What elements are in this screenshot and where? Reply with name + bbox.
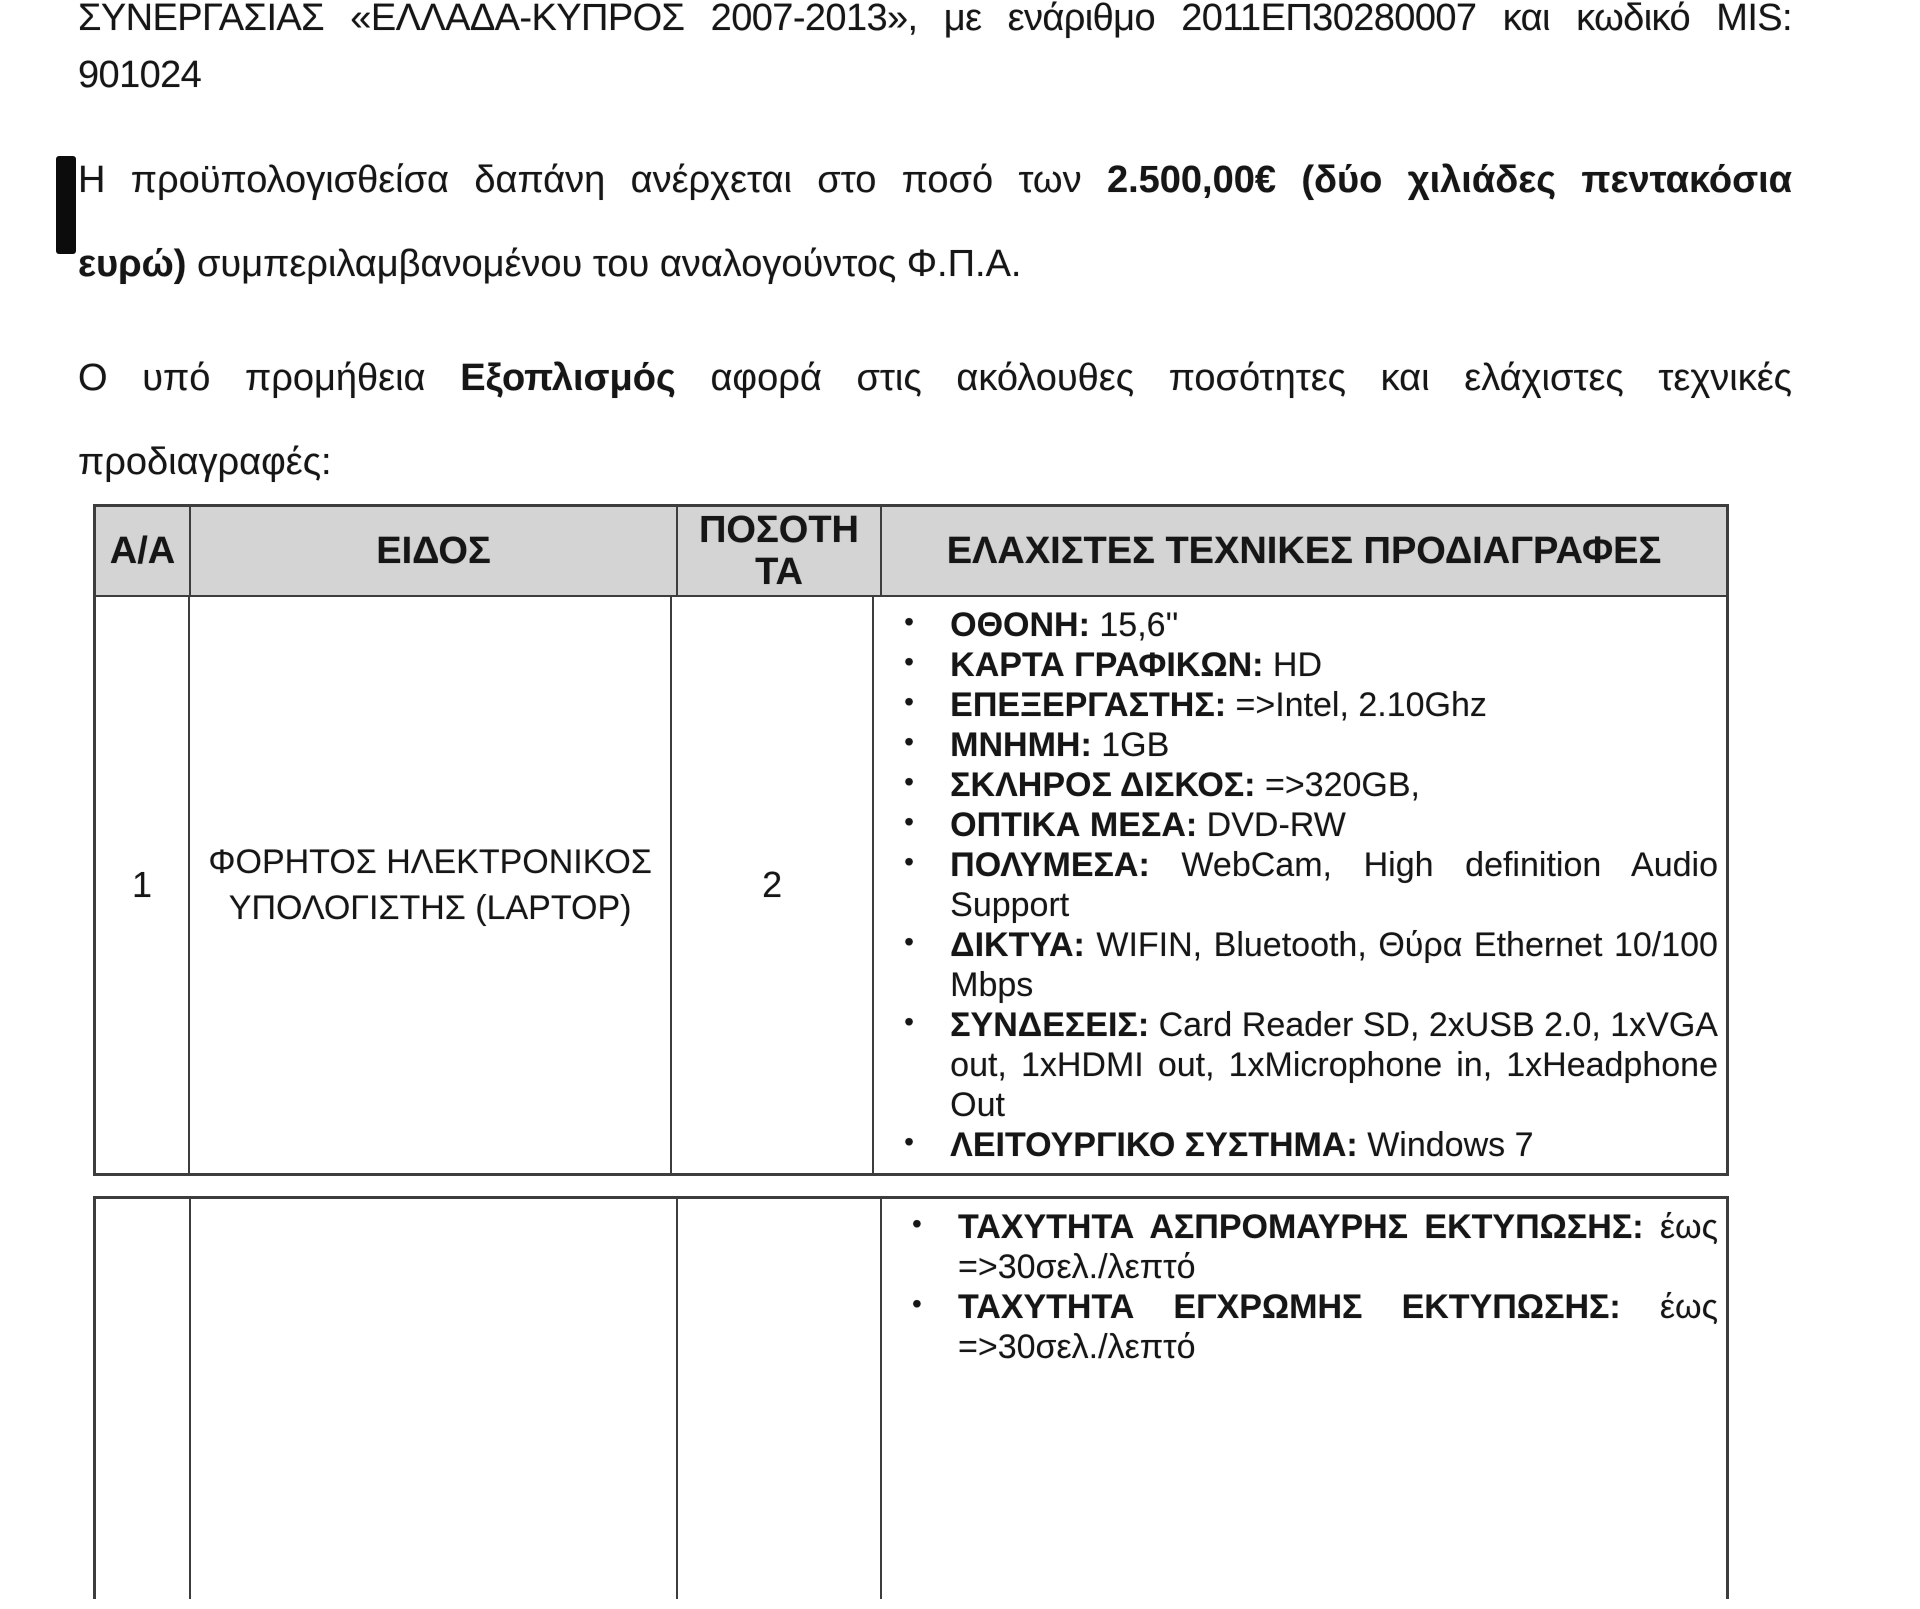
text-line bbox=[950, 1045, 1718, 1085]
text-line bbox=[78, 47, 1792, 104]
text-line bbox=[78, 336, 1792, 420]
header-cell-qty bbox=[676, 507, 880, 595]
spec-bullet bbox=[894, 845, 1718, 925]
cell-qty bbox=[670, 597, 872, 1173]
bold-text-run: 2.500,00€ (δύο χιλιάδες πεντακόσια bbox=[1106, 159, 1792, 201]
table-header-row bbox=[96, 507, 1726, 597]
text-line bbox=[950, 605, 1718, 645]
spec-bullet bbox=[894, 925, 1718, 1005]
bold-text-run: ΠΟΛΥΜΕΣΑ: bbox=[950, 846, 1150, 884]
text-run: Out bbox=[950, 1086, 1005, 1124]
paragraph-budget bbox=[78, 138, 1792, 306]
text-line bbox=[958, 1207, 1718, 1247]
bold-text-run: ΣΥΝΔΕΣΕΙΣ: bbox=[950, 1006, 1150, 1044]
bold-text-run: ευρώ) bbox=[78, 243, 187, 285]
text-run: Η προϋπολογισθείσα δαπάνη ανέρχεται στο ποσό των bbox=[78, 159, 1107, 201]
text-line bbox=[950, 765, 1718, 805]
text-line bbox=[950, 1125, 1718, 1165]
text-line bbox=[950, 1085, 1718, 1125]
spec-bullet bbox=[894, 805, 1718, 845]
text-line bbox=[950, 885, 1718, 925]
cell-item bbox=[188, 597, 670, 1173]
text-line bbox=[950, 1005, 1718, 1045]
table-row-printer bbox=[96, 1199, 1726, 1599]
text-line bbox=[950, 845, 1718, 885]
text-line bbox=[78, 0, 1792, 47]
text-run: Windows 7 bbox=[1357, 1126, 1534, 1164]
table-split-gap bbox=[78, 1176, 1792, 1196]
text-line bbox=[78, 138, 1792, 222]
spec-bullet bbox=[902, 1207, 1718, 1287]
spec-list bbox=[894, 605, 1718, 1165]
spec-bullet bbox=[894, 1005, 1718, 1125]
cell-specs bbox=[872, 597, 1726, 1173]
bold-text-run: ΟΘΟΝΗ: bbox=[950, 606, 1090, 644]
paragraph-equipment-intro bbox=[78, 336, 1792, 504]
spec-bullet bbox=[894, 725, 1718, 765]
text-run: έως bbox=[1620, 1288, 1718, 1326]
text-run: out, 1xHDMI out, 1xMicrophone in, 1xHeadphone bbox=[950, 1046, 1718, 1084]
text-run: ΣΥΝΕΡΓΑΣΙΑΣ «ΕΛΛΑΔΑ-ΚΥΠΡΟΣ 2007-2013», με ενάριθμο 2011ΕΠ30280007 και κωδικό MIS: bbox=[78, 0, 1792, 39]
text-line bbox=[78, 222, 1792, 306]
spec-bullet bbox=[894, 645, 1718, 685]
header-label-aa: Α/Α bbox=[109, 530, 176, 572]
text-run: =>30σελ./λεπτό bbox=[958, 1248, 1196, 1286]
header-cell-specs bbox=[880, 507, 1726, 595]
text-run: Support bbox=[950, 886, 1070, 924]
text-line bbox=[958, 1327, 1718, 1367]
item-value: ΦΟΡΗΤΟΣ ΗΛΕΚΤΡΟΝΙΚΟΣ ΥΠΟΛΟΓΙΣΤΗΣ (LAPTOP) bbox=[208, 843, 652, 927]
text-run: Card Reader SD, 2xUSB 2.0, 1xVGA bbox=[1149, 1006, 1718, 1044]
text-run: συμπεριλαμβανομένου του αναλογούντος Φ.Π.Α. bbox=[186, 243, 1022, 285]
header-label-qty: ΠΟΣΟΤΗΤΑ bbox=[698, 509, 859, 593]
text-run: =>30σελ./λεπτό bbox=[958, 1328, 1196, 1366]
bold-text-run: ΛΕΙΤΟΥΡΓΙΚΟ ΣΥΣΤΗΜΑ: bbox=[950, 1126, 1358, 1164]
text-run: HD bbox=[1263, 646, 1323, 684]
text-run: 901024 bbox=[78, 54, 202, 96]
bold-text-run: ΤΑΧΥΤΗΤΑ ΑΣΠΡΟΜΑΥΡΗΣ ΕΚΤΥΠΩΣΗΣ: bbox=[958, 1208, 1644, 1246]
text-run: αφορά στις ακόλουθες ποσότητες και ελάχιστες τεχνικές bbox=[675, 357, 1792, 399]
cell-item bbox=[189, 1199, 676, 1599]
spec-bullet bbox=[894, 765, 1718, 805]
specs-table-continued bbox=[93, 1196, 1729, 1599]
bold-text-run: ΔΙΚΤΥΑ: bbox=[950, 926, 1085, 964]
header-label-specs: ΕΛΑΧΙΣΤΕΣ ΤΕΧΝΙΚΕΣ ΠΡΟΔΙΑΓΡΑΦΕΣ bbox=[946, 530, 1662, 572]
bold-text-run: Εξοπλισμός bbox=[460, 357, 676, 399]
bold-text-run: ΕΠΕΞΕΡΓΑΣΤΗΣ: bbox=[950, 686, 1227, 724]
text-run: έως bbox=[1643, 1208, 1718, 1246]
text-run: WebCam, High definition Audio bbox=[1149, 846, 1718, 884]
text-line bbox=[950, 805, 1718, 845]
text-line bbox=[950, 965, 1718, 1005]
text-line bbox=[78, 420, 1792, 504]
text-line bbox=[958, 1287, 1718, 1327]
text-run: DVD-RW bbox=[1197, 806, 1346, 844]
spec-bullet bbox=[894, 685, 1718, 725]
bold-text-run: ΜΝΗΜΗ: bbox=[950, 726, 1092, 764]
cell-index bbox=[96, 1199, 189, 1599]
spec-bullet bbox=[902, 1287, 1718, 1367]
text-line bbox=[958, 1247, 1718, 1287]
text-run: 1GB bbox=[1091, 726, 1170, 764]
text-run: Ο υπό προμήθεια bbox=[78, 357, 461, 399]
spec-bullet bbox=[894, 605, 1718, 645]
qty-value: 2 bbox=[762, 864, 783, 905]
specs-table bbox=[93, 504, 1729, 1176]
header-cell-aa bbox=[96, 507, 189, 595]
bold-text-run: ΚΑΡΤΑ ΓΡΑΦΙΚΩΝ: bbox=[950, 646, 1264, 684]
header-label-item: ΕΙΔΟΣ bbox=[376, 530, 491, 572]
cell-specs bbox=[880, 1199, 1726, 1599]
text-run: =>Intel, 2.10Ghz bbox=[1226, 686, 1487, 724]
paragraph-project-code bbox=[78, 0, 1792, 104]
text-line bbox=[950, 725, 1718, 765]
text-run: προδιαγραφές: bbox=[78, 441, 332, 483]
scan-artifact bbox=[56, 156, 76, 254]
text-run: =>320GB, bbox=[1255, 766, 1420, 804]
spec-bullet bbox=[894, 1125, 1718, 1165]
cell-qty bbox=[676, 1199, 880, 1599]
text-run: 15,6'' bbox=[1089, 606, 1179, 644]
bold-text-run: ΟΠΤΙΚΑ ΜΕΣΑ: bbox=[950, 806, 1198, 844]
text-run: Mbps bbox=[950, 966, 1034, 1004]
header-cell-item bbox=[189, 507, 676, 595]
bold-text-run: ΤΑΧΥΤΗΤΑ ΕΓΧΡΩΜΗΣ ΕΚΤΥΠΩΣΗΣ: bbox=[958, 1288, 1621, 1326]
text-line bbox=[950, 925, 1718, 965]
table-row-laptop bbox=[96, 597, 1726, 1173]
bold-text-run: ΣΚΛΗΡΟΣ ΔΙΣΚΟΣ: bbox=[950, 766, 1256, 804]
index-value: 1 bbox=[132, 864, 153, 905]
cell-index bbox=[96, 597, 188, 1173]
text-line bbox=[950, 685, 1718, 725]
spec-list bbox=[902, 1207, 1718, 1367]
text-line bbox=[950, 645, 1718, 685]
text-run: WIFIN, Bluetooth, Θύρα Ethernet 10/100 bbox=[1084, 926, 1718, 964]
